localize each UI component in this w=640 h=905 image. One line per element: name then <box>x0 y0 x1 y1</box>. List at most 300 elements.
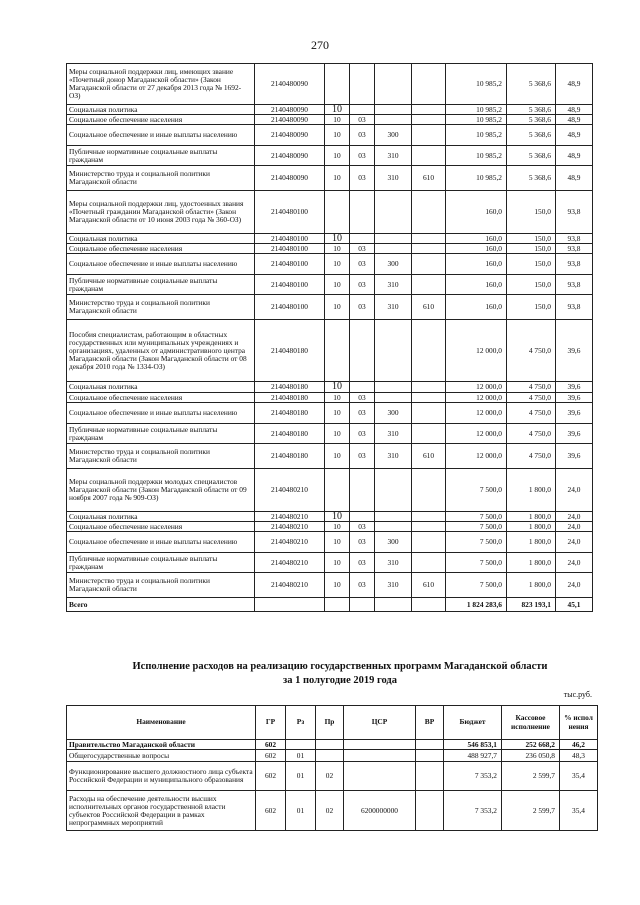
cell-pct: 48,9 <box>556 146 593 166</box>
cell-pct: 48,9 <box>556 166 593 191</box>
cell-budget: 12 000,0 <box>446 320 507 382</box>
cell-pr <box>350 469 375 512</box>
cell-gr: 610 <box>412 573 446 598</box>
cell-budget: 10 985,2 <box>446 146 507 166</box>
cell-name: Функционирование высшего должностного лица субъекта Российской Федерации и муниципального образования <box>67 762 256 791</box>
cell-gr <box>412 522 446 532</box>
table-row <box>67 740 598 750</box>
table-row <box>67 762 598 791</box>
cell-name: Публичные нормативные социальные выплаты гражданам <box>67 424 255 444</box>
cell-pr: 03 <box>350 275 375 295</box>
table-row <box>67 234 593 244</box>
cell-csr: 2140480100 <box>255 254 325 275</box>
cell-pct: 93,8 <box>556 244 593 254</box>
cell-csr <box>344 762 416 791</box>
cell-pr: 03 <box>350 444 375 469</box>
cell-csr: 2140480210 <box>255 469 325 512</box>
cell-gr <box>412 254 446 275</box>
cell-exec: 1 800,0 <box>507 512 556 522</box>
cell-rz: 01 <box>286 791 316 831</box>
cell-gr <box>412 244 446 254</box>
cell-empty <box>325 598 350 612</box>
cell-gr <box>412 234 446 244</box>
cell-rz: 01 <box>286 750 316 762</box>
cell-vr: 310 <box>375 573 412 598</box>
cell-name: Социальная политика <box>67 382 255 393</box>
table-row <box>67 573 593 598</box>
cell-gr: 602 <box>256 750 286 762</box>
table-row <box>67 469 593 512</box>
cell-csr: 2140480090 <box>255 115 325 125</box>
cell-vr <box>375 320 412 382</box>
cell-vr: 300 <box>375 125 412 146</box>
cell-pr: 03 <box>350 532 375 553</box>
cell-csr: 2140480100 <box>255 234 325 244</box>
cell-csr: 2140480090 <box>255 64 325 105</box>
cell-csr: 2140480090 <box>255 166 325 191</box>
cell-pct: 24,0 <box>556 573 593 598</box>
cell-pr: 03 <box>350 244 375 254</box>
cell-exec: 150,0 <box>507 244 556 254</box>
cell-gr <box>412 320 446 382</box>
cell-budget: 12 000,0 <box>446 403 507 424</box>
table-row <box>67 64 593 105</box>
cell-csr: 2140480100 <box>255 295 325 320</box>
expenditure-table-body <box>67 64 593 612</box>
cell-budget: 7 353,2 <box>444 762 502 791</box>
table-row <box>67 512 593 522</box>
cell-rz: 10 <box>325 254 350 275</box>
cell-vr: 310 <box>375 146 412 166</box>
cell-rz: 10 <box>325 393 350 403</box>
cell-name: Министерство труда и социальной политики Магаданской области <box>67 295 255 320</box>
cell-vr <box>375 234 412 244</box>
table-row <box>67 750 598 762</box>
cell-name: Социальное обеспечение и иные выплаты населению <box>67 254 255 275</box>
cell-pct: 24,0 <box>556 522 593 532</box>
cell-rz: 10 <box>325 166 350 191</box>
cell-csr: 2140480180 <box>255 382 325 393</box>
cell-pct: 93,8 <box>556 295 593 320</box>
cell-pct: 39,6 <box>556 424 593 444</box>
cell-gr <box>412 125 446 146</box>
cell-gr <box>412 115 446 125</box>
cell-name: Социальное обеспечение и иные выплаты населению <box>67 125 255 146</box>
section-subtitle: за 1 полугодие 2019 года <box>282 675 397 686</box>
cell-vr <box>375 393 412 403</box>
cell-pct: 39,6 <box>556 403 593 424</box>
total-budget: 1 824 283,6 <box>446 598 507 612</box>
cell-exec: 150,0 <box>507 275 556 295</box>
cell-name: Расходы на обеспечение деятельности высших исполнительных органов государственной власти субъектов Российской Федерации в рамках непрограммных мероприятий <box>67 791 256 831</box>
cell-name: Публичные нормативные социальные выплаты гражданам <box>67 146 255 166</box>
cell-vr <box>375 469 412 512</box>
cell-rz: 10 <box>325 146 350 166</box>
cell-gr: 610 <box>412 444 446 469</box>
cell-rz: 10 <box>325 115 350 125</box>
cell-exec: 5 368,6 <box>507 166 556 191</box>
cell-gr: 602 <box>256 791 286 831</box>
total-row <box>67 598 593 612</box>
cell-csr: 2140480180 <box>255 320 325 382</box>
cell-pr <box>350 320 375 382</box>
cell-exec: 4 750,0 <box>507 424 556 444</box>
table-row <box>67 393 593 403</box>
cell-name: Социальное обеспечение населения <box>67 522 255 532</box>
cell-exec: 5 368,6 <box>507 125 556 146</box>
cell-vr <box>375 64 412 105</box>
cell-budget: 7 500,0 <box>446 573 507 598</box>
cell-gr <box>412 532 446 553</box>
cell-rz: 10 <box>325 573 350 598</box>
cell-budget: 160,0 <box>446 295 507 320</box>
cell-rz: 10 <box>325 532 350 553</box>
table-row <box>67 146 593 166</box>
table-row <box>67 275 593 295</box>
cell-pr: 03 <box>350 522 375 532</box>
cell-pr: 03 <box>350 146 375 166</box>
table-row <box>67 444 593 469</box>
cell-pr <box>350 64 375 105</box>
cell-pct: 35,4 <box>560 762 598 791</box>
cell-rz: 10 <box>325 403 350 424</box>
cell-empty <box>255 598 325 612</box>
cell-gr <box>412 424 446 444</box>
cell-pr <box>350 191 375 234</box>
cell-pr: 03 <box>350 254 375 275</box>
cell-rz: 10 <box>325 105 350 115</box>
cell-budget: 10 985,2 <box>446 105 507 115</box>
cell-budget: 10 985,2 <box>446 125 507 146</box>
cell-name: Пособия специалистам, работающим в областных государственных или муниципальных учреждениях и организациях, удаленных от административного центра Магаданской области (Закон Магаданской области от 08 декабря 2010 года № 1334-ОЗ) <box>67 320 255 382</box>
table-row <box>67 295 593 320</box>
cell-rz: 10 <box>325 234 350 244</box>
cell-gr: 602 <box>256 762 286 791</box>
cell-empty <box>375 598 412 612</box>
cell-budget: 10 985,2 <box>446 166 507 191</box>
cell-csr: 2140480210 <box>255 553 325 573</box>
cell-pr <box>350 512 375 522</box>
cell-pr: 02 <box>316 762 344 791</box>
cell-pct: 39,6 <box>556 382 593 393</box>
cell-pr: 03 <box>350 115 375 125</box>
cell-budget: 160,0 <box>446 191 507 234</box>
cell-vr <box>416 762 444 791</box>
cell-name: Правительство Магаданской области <box>67 740 256 750</box>
table-row <box>67 191 593 234</box>
table-row <box>67 320 593 382</box>
cell-csr: 2140480180 <box>255 444 325 469</box>
cell-budget: 7 500,0 <box>446 522 507 532</box>
table-row <box>67 553 593 573</box>
cell-pr: 03 <box>350 403 375 424</box>
cell-rz: 10 <box>325 244 350 254</box>
cell-name: Социальная политика <box>67 234 255 244</box>
cell-pct: 93,8 <box>556 275 593 295</box>
cell-budget: 160,0 <box>446 275 507 295</box>
cell-exec: 150,0 <box>507 234 556 244</box>
cell-csr: 2140480210 <box>255 512 325 522</box>
cell-vr <box>375 382 412 393</box>
table-row <box>67 125 593 146</box>
cell-gr <box>412 382 446 393</box>
cell-csr: 2140480090 <box>255 125 325 146</box>
cell-vr: 310 <box>375 424 412 444</box>
cell-budget: 12 000,0 <box>446 393 507 403</box>
cell-exec: 236 050,8 <box>502 750 560 762</box>
cell-csr: 2140480210 <box>255 573 325 598</box>
cell-exec: 1 800,0 <box>507 522 556 532</box>
cell-rz: 10 <box>325 512 350 522</box>
cell-rz <box>286 740 316 750</box>
cell-pr: 03 <box>350 295 375 320</box>
cell-name: Меры социальной поддержки молодых специалистов Магаданской области (Закон Магаданской области от 09 ноября 2007 года № 909-ОЗ) <box>67 469 255 512</box>
cell-gr <box>412 191 446 234</box>
cell-budget: 12 000,0 <box>446 424 507 444</box>
cell-rz: 01 <box>286 762 316 791</box>
header-rz: Рз <box>286 706 316 740</box>
cell-csr: 2140480210 <box>255 522 325 532</box>
cell-rz: 10 <box>325 125 350 146</box>
cell-name: Социальная политика <box>67 105 255 115</box>
cell-csr: 2140480090 <box>255 146 325 166</box>
cell-pct: 46,2 <box>560 740 598 750</box>
table-row <box>67 522 593 532</box>
cell-pct: 39,6 <box>556 444 593 469</box>
cell-budget: 160,0 <box>446 244 507 254</box>
cell-gr <box>412 105 446 115</box>
page-number: 270 <box>311 38 329 52</box>
cell-name: Публичные нормативные социальные выплаты гражданам <box>67 553 255 573</box>
programs-table <box>66 705 598 831</box>
cell-pct: 48,9 <box>556 125 593 146</box>
cell-rz <box>325 469 350 512</box>
cell-vr <box>375 512 412 522</box>
cell-csr: 2140480100 <box>255 191 325 234</box>
cell-gr: 602 <box>256 740 286 750</box>
cell-csr: 2140480090 <box>255 105 325 115</box>
cell-pr: 02 <box>316 791 344 831</box>
cell-rz: 10 <box>325 295 350 320</box>
table-row <box>67 791 598 831</box>
cell-pct: 93,8 <box>556 234 593 244</box>
cell-exec: 5 368,6 <box>507 105 556 115</box>
cell-vr <box>375 115 412 125</box>
cell-rz <box>325 191 350 234</box>
cell-gr <box>412 403 446 424</box>
cell-rz: 10 <box>325 553 350 573</box>
header-budget: Бюджет <box>444 706 502 740</box>
cell-name: Общегосударственные вопросы <box>67 750 256 762</box>
expenditure-table <box>66 63 593 612</box>
cell-csr <box>344 750 416 762</box>
cell-vr <box>375 191 412 234</box>
cell-exec: 4 750,0 <box>507 320 556 382</box>
section-title: Исполнение расходов на реализацию государственных программ Магаданской области <box>132 661 548 672</box>
cell-pct: 48,9 <box>556 105 593 115</box>
cell-exec: 4 750,0 <box>507 403 556 424</box>
cell-csr: 6200000000 <box>344 791 416 831</box>
cell-vr: 310 <box>375 444 412 469</box>
cell-exec: 5 368,6 <box>507 64 556 105</box>
cell-vr: 310 <box>375 295 412 320</box>
cell-name: Социальная политика <box>67 512 255 522</box>
cell-pr <box>350 234 375 244</box>
cell-exec: 252 668,2 <box>502 740 560 750</box>
cell-name: Министерство труда и социальной политики Магаданской области <box>67 444 255 469</box>
cell-pr <box>316 750 344 762</box>
cell-budget: 7 500,0 <box>446 532 507 553</box>
cell-gr <box>412 469 446 512</box>
cell-pr: 03 <box>350 166 375 191</box>
cell-rz: 10 <box>325 424 350 444</box>
cell-pr: 03 <box>350 573 375 598</box>
cell-csr: 2140480180 <box>255 403 325 424</box>
cell-exec: 1 800,0 <box>507 469 556 512</box>
cell-vr <box>375 105 412 115</box>
cell-vr <box>416 750 444 762</box>
cell-gr <box>412 275 446 295</box>
table-row <box>67 254 593 275</box>
cell-pct: 48,9 <box>556 64 593 105</box>
cell-exec: 150,0 <box>507 191 556 234</box>
cell-gr <box>412 553 446 573</box>
cell-csr: 2140480100 <box>255 275 325 295</box>
cell-pr <box>350 105 375 115</box>
cell-budget: 12 000,0 <box>446 382 507 393</box>
header-name: Наименование <box>67 706 256 740</box>
cell-name: Публичные нормативные социальные выплаты гражданам <box>67 275 255 295</box>
header-gr: ГР <box>256 706 286 740</box>
cell-csr: 2140480180 <box>255 393 325 403</box>
cell-name: Меры социальной поддержки лиц, удостоенных звания «Почетный гражданин Магаданской области» (Закон Магаданской области от 10 июня 2003 года № 360-ОЗ) <box>67 191 255 234</box>
cell-vr <box>375 244 412 254</box>
table-row <box>67 532 593 553</box>
cell-rz: 10 <box>325 275 350 295</box>
cell-vr: 300 <box>375 403 412 424</box>
cell-exec: 2 599,7 <box>502 791 560 831</box>
header-exec: Кассовое исполнение <box>502 706 560 740</box>
cell-name: Социальное обеспечение и иные выплаты населению <box>67 403 255 424</box>
cell-csr: 2140480180 <box>255 424 325 444</box>
cell-name: Меры социальной поддержки лиц, имеющих звание «Почетный донор Магаданской области» (Закон Магаданской области от 27 декабря 2013 года № 1692-ОЗ) <box>67 64 255 105</box>
table-row <box>67 424 593 444</box>
cell-pr: 03 <box>350 125 375 146</box>
cell-budget: 7 500,0 <box>446 469 507 512</box>
cell-exec: 2 599,7 <box>502 762 560 791</box>
cell-empty <box>412 598 446 612</box>
cell-budget: 7 500,0 <box>446 553 507 573</box>
cell-gr <box>412 64 446 105</box>
cell-pct: 48,9 <box>556 115 593 125</box>
cell-gr: 610 <box>412 166 446 191</box>
cell-csr: 2140480100 <box>255 244 325 254</box>
cell-rz: 10 <box>325 382 350 393</box>
total-label: Всего <box>67 598 255 612</box>
cell-budget: 7 353,2 <box>444 791 502 831</box>
header-vr: ВР <box>416 706 444 740</box>
programs-table-header-row <box>67 706 598 740</box>
cell-pct: 39,6 <box>556 393 593 403</box>
cell-pct: 35,4 <box>560 791 598 831</box>
cell-pct: 24,0 <box>556 553 593 573</box>
total-pct: 45,1 <box>556 598 593 612</box>
cell-name: Социальное обеспечение населения <box>67 244 255 254</box>
cell-name: Министерство труда и социальной политики Магаданской области <box>67 166 255 191</box>
cell-pct: 24,0 <box>556 469 593 512</box>
cell-budget: 12 000,0 <box>446 444 507 469</box>
cell-pct: 93,8 <box>556 191 593 234</box>
cell-name: Министерство труда и социальной политики Магаданской области <box>67 573 255 598</box>
table-row <box>67 382 593 393</box>
header-csr: ЦСР <box>344 706 416 740</box>
header-pct: % испол нения <box>560 706 598 740</box>
cell-rz: 10 <box>325 444 350 469</box>
cell-budget: 546 853,1 <box>444 740 502 750</box>
cell-budget: 160,0 <box>446 254 507 275</box>
header-pr: Пр <box>316 706 344 740</box>
cell-exec: 1 800,0 <box>507 573 556 598</box>
cell-exec: 150,0 <box>507 254 556 275</box>
cell-gr <box>412 512 446 522</box>
table-row <box>67 166 593 191</box>
cell-pr <box>350 382 375 393</box>
cell-exec: 4 750,0 <box>507 393 556 403</box>
cell-csr <box>344 740 416 750</box>
cell-pct: 48,3 <box>560 750 598 762</box>
cell-vr <box>416 740 444 750</box>
cell-pct: 93,8 <box>556 254 593 275</box>
cell-pr: 03 <box>350 553 375 573</box>
cell-gr <box>412 393 446 403</box>
cell-exec: 4 750,0 <box>507 444 556 469</box>
cell-exec: 4 750,0 <box>507 382 556 393</box>
cell-pct: 39,6 <box>556 320 593 382</box>
cell-vr: 300 <box>375 532 412 553</box>
cell-exec: 150,0 <box>507 295 556 320</box>
cell-pct: 24,0 <box>556 512 593 522</box>
cell-pct: 24,0 <box>556 532 593 553</box>
table-row <box>67 115 593 125</box>
cell-budget: 488 927,7 <box>444 750 502 762</box>
cell-exec: 5 368,6 <box>507 115 556 125</box>
cell-csr: 2140480210 <box>255 532 325 553</box>
cell-budget: 10 985,2 <box>446 64 507 105</box>
cell-exec: 5 368,6 <box>507 146 556 166</box>
cell-exec: 1 800,0 <box>507 532 556 553</box>
cell-vr <box>375 522 412 532</box>
cell-budget: 160,0 <box>446 234 507 244</box>
total-exec: 823 193,1 <box>507 598 556 612</box>
cell-pr <box>316 740 344 750</box>
cell-gr: 610 <box>412 295 446 320</box>
cell-pr: 03 <box>350 424 375 444</box>
cell-rz: 10 <box>325 522 350 532</box>
cell-vr: 310 <box>375 166 412 191</box>
cell-rz <box>325 320 350 382</box>
cell-name: Социальное обеспечение и иные выплаты населению <box>67 532 255 553</box>
units-label: тыс.руб. <box>563 690 592 699</box>
cell-vr <box>416 791 444 831</box>
cell-exec: 1 800,0 <box>507 553 556 573</box>
cell-budget: 10 985,2 <box>446 115 507 125</box>
table-row <box>67 105 593 115</box>
cell-vr: 300 <box>375 254 412 275</box>
cell-name: Социальное обеспечение населения <box>67 115 255 125</box>
table-row <box>67 244 593 254</box>
table-row <box>67 403 593 424</box>
cell-rz <box>325 64 350 105</box>
